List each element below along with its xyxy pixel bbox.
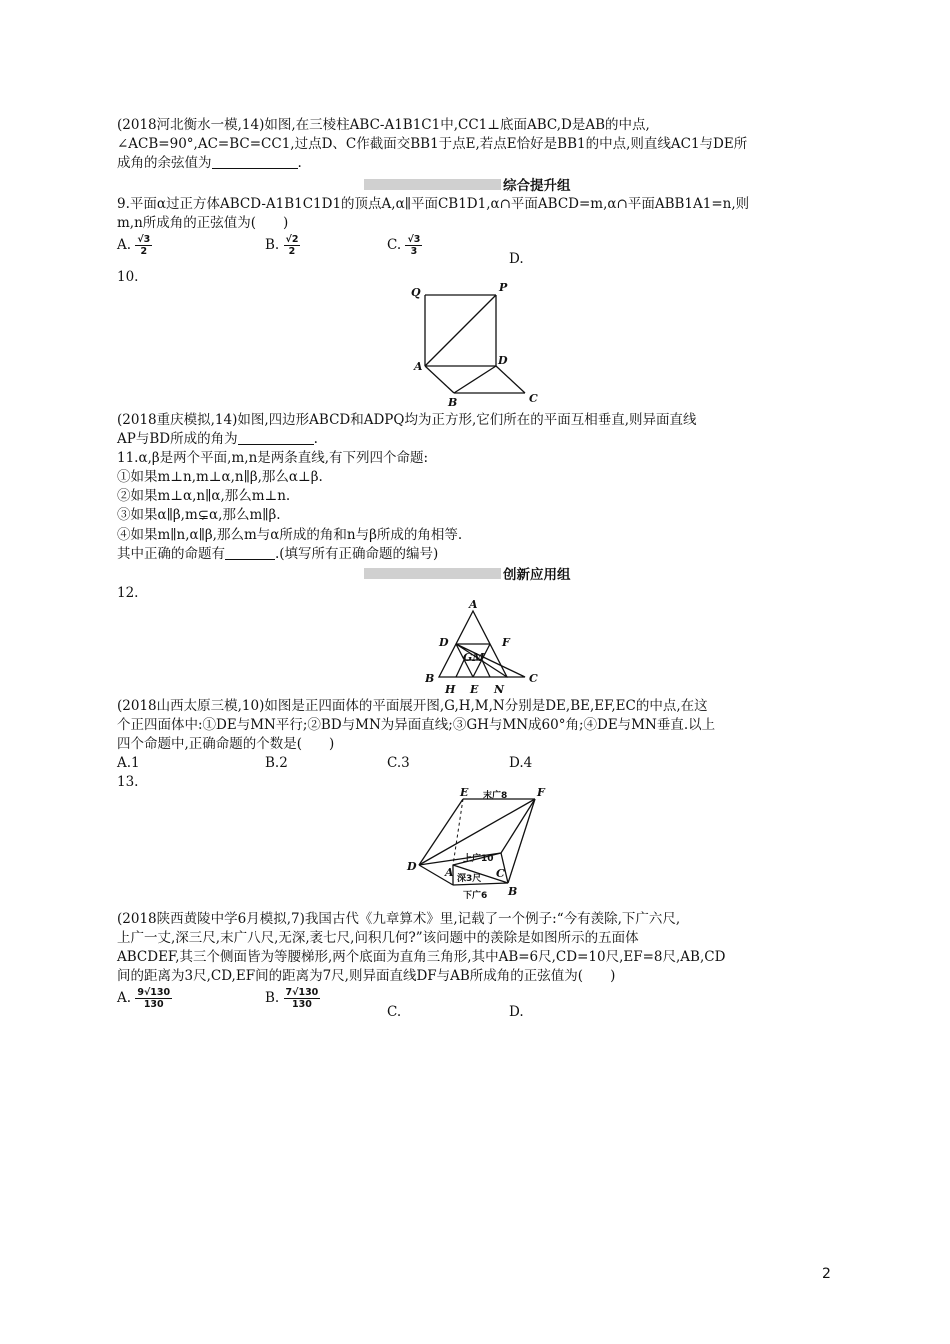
q12-figure xyxy=(425,596,555,698)
label-d: D xyxy=(407,860,417,873)
q13-line-3: ABCDEF,其三个侧面皆为等腰梯形,两个底面为直角三角形,其中AB=6尺,CD=10尺,EF=8尺,AB,CD xyxy=(117,949,726,965)
label-c: C xyxy=(496,867,505,880)
page-number: 2 xyxy=(822,1266,831,1282)
q13-option-a xyxy=(117,987,172,1010)
q13-option-b xyxy=(265,987,320,1010)
q10-number: 10. xyxy=(117,269,139,285)
fraction: $\frac{√3}{3}$ xyxy=(407,234,421,257)
label-f: F xyxy=(537,786,545,799)
q11-line-6-end: .(填写所有正确命题的编号) xyxy=(275,546,439,562)
q9-option-b xyxy=(265,234,300,257)
option-label: B. xyxy=(265,237,280,253)
q10-line-2-end: . xyxy=(313,431,318,447)
label-n: N xyxy=(494,683,505,696)
q10-line-2-text: AP与BD所成的角为 xyxy=(117,431,238,447)
q11-line-3: ②如果m⊥α,n∥α,那么m⊥n. xyxy=(117,488,291,504)
answer-blank xyxy=(212,156,298,169)
fraction: $\frac{9√130}{130}$ xyxy=(137,987,171,1010)
label-a: A xyxy=(414,360,423,373)
q13-figure xyxy=(403,785,563,910)
q12-number: 12. xyxy=(117,585,139,601)
section-header-chuangxin xyxy=(364,566,571,583)
option-label: A. xyxy=(117,237,132,253)
q9-line-1: 9.平面α过正方体ABCD-A1B1C1D1的顶点A,α∥平面CB1D1,α∩平面ABCD=m,α∩平面ABB1A1=n,则 xyxy=(117,196,750,212)
label-shen: 深3尺 xyxy=(457,874,482,884)
fraction: $\frac{√2}{2}$ xyxy=(285,234,299,257)
q11-line-4: ③如果α∥β,m⊊α,那么m∥β. xyxy=(117,507,281,523)
q12-option-a: A.1 xyxy=(117,755,140,771)
q13-line-2: 上广一丈,深三尺,末广八尺,无深,袤七尺,问积几何?”该问题中的羡除是如图所示的五面体 xyxy=(117,930,639,946)
fraction: $\frac{7√130}{130}$ xyxy=(285,987,319,1010)
q11-line-6-text: 其中正确的命题有 xyxy=(117,546,225,562)
section-header-zonghe xyxy=(364,177,571,194)
label-b: B xyxy=(448,396,458,409)
q12-option-b: B.2 xyxy=(265,755,288,771)
label-b: B xyxy=(508,885,518,898)
label-gm: GM xyxy=(463,651,485,664)
label-e: E xyxy=(460,786,469,799)
q13-line-4: 间的距离为3尺,CD,EF间的距离为7尺,则异面直线DF与AB所成角的正弦值为( ) xyxy=(117,968,616,984)
q11-line-6 xyxy=(117,545,438,563)
q9-option-d: D. xyxy=(509,251,524,267)
q13-number: 13. xyxy=(117,774,139,790)
label-a: A xyxy=(445,866,454,879)
q8-line-3 xyxy=(117,154,302,172)
label-shang: 上广10 xyxy=(463,854,494,864)
answer-blank xyxy=(238,432,314,445)
label-xia: 下广6 xyxy=(463,891,488,901)
q13-option-c: C. xyxy=(387,1004,402,1020)
q9-option-c xyxy=(387,234,422,257)
label-p: P xyxy=(499,281,508,294)
q8-line-3-end: . xyxy=(297,155,302,171)
answer-blank xyxy=(225,547,275,560)
label-mo: 末广8 xyxy=(483,791,508,801)
label-c: C xyxy=(529,392,538,405)
q8-line-2: ∠ACB=90°,AC=BC=CC1,过点D、C作截面交BB1于点E,若点E恰好是BB1的中点,则直线AC1与DE所 xyxy=(117,136,748,152)
label-a: A xyxy=(469,598,478,611)
q10-line-2 xyxy=(117,430,318,448)
label-f: F xyxy=(502,636,510,649)
label-c: C xyxy=(529,672,538,685)
q11-line-1: 11.α,β是两个平面,m,n是两条直线,有下列四个命题: xyxy=(117,450,429,466)
q9-line-2: m,n所成角的正弦值为( ) xyxy=(117,215,289,231)
section-bar xyxy=(364,179,501,190)
option-label: A. xyxy=(117,990,132,1006)
fraction: $\frac{√3}{2}$ xyxy=(137,234,151,257)
q11-line-5: ④如果m∥n,α∥β,那么m与α所成的角和n与β所成的角相等. xyxy=(117,527,463,543)
section-title: 创新应用组 xyxy=(503,567,571,583)
q8-line-3-text: 成角的余弦值为 xyxy=(117,155,212,171)
q12-line-2: 个正四面体中:①DE与MN平行;②BD与MN为异面直线;③GH与MN成60°角;④DE与MN垂直.以上 xyxy=(117,717,716,733)
q9-option-a xyxy=(117,234,152,257)
section-bar xyxy=(364,568,501,579)
q12-line-1: (2018山西太原三模,10)如图是正四面体的平面展开图,G,H,M,N分别是DE,BE,EF,EC的中点,在这 xyxy=(117,698,708,714)
q12-option-c: C.3 xyxy=(387,755,410,771)
q10-figure xyxy=(405,280,555,410)
option-label: B. xyxy=(265,990,280,1006)
q12-option-d: D.4 xyxy=(509,755,533,771)
label-h: H xyxy=(445,683,456,696)
label-d: D xyxy=(439,636,449,649)
label-q: Q xyxy=(411,286,421,299)
q13-option-d: D. xyxy=(509,1004,524,1020)
q13-line-1: (2018陕西黄陵中学6月模拟,7)我国古代《九章算术》里,记载了一个例子:“今有羡除,下广六尺, xyxy=(117,911,681,927)
q11-line-2: ①如果m⊥n,m⊥α,n∥β,那么α⊥β. xyxy=(117,469,323,485)
label-e: E xyxy=(470,683,479,696)
option-label: C. xyxy=(387,237,402,253)
q12-line-3: 四个命题中,正确命题的个数是( ) xyxy=(117,736,335,752)
section-title: 综合提升组 xyxy=(503,178,571,194)
q8-line-1: (2018河北衡水一模,14)如图,在三棱柱ABC-A1B1C1中,CC1⊥底面ABC,D是AB的中点, xyxy=(117,117,650,133)
label-d: D xyxy=(498,354,508,367)
q10-line-1: (2018重庆模拟,14)如图,四边形ABCD和ADPQ均为正方形,它们所在的平面互相垂直,则异面直线 xyxy=(117,412,697,428)
label-b: B xyxy=(425,672,435,685)
